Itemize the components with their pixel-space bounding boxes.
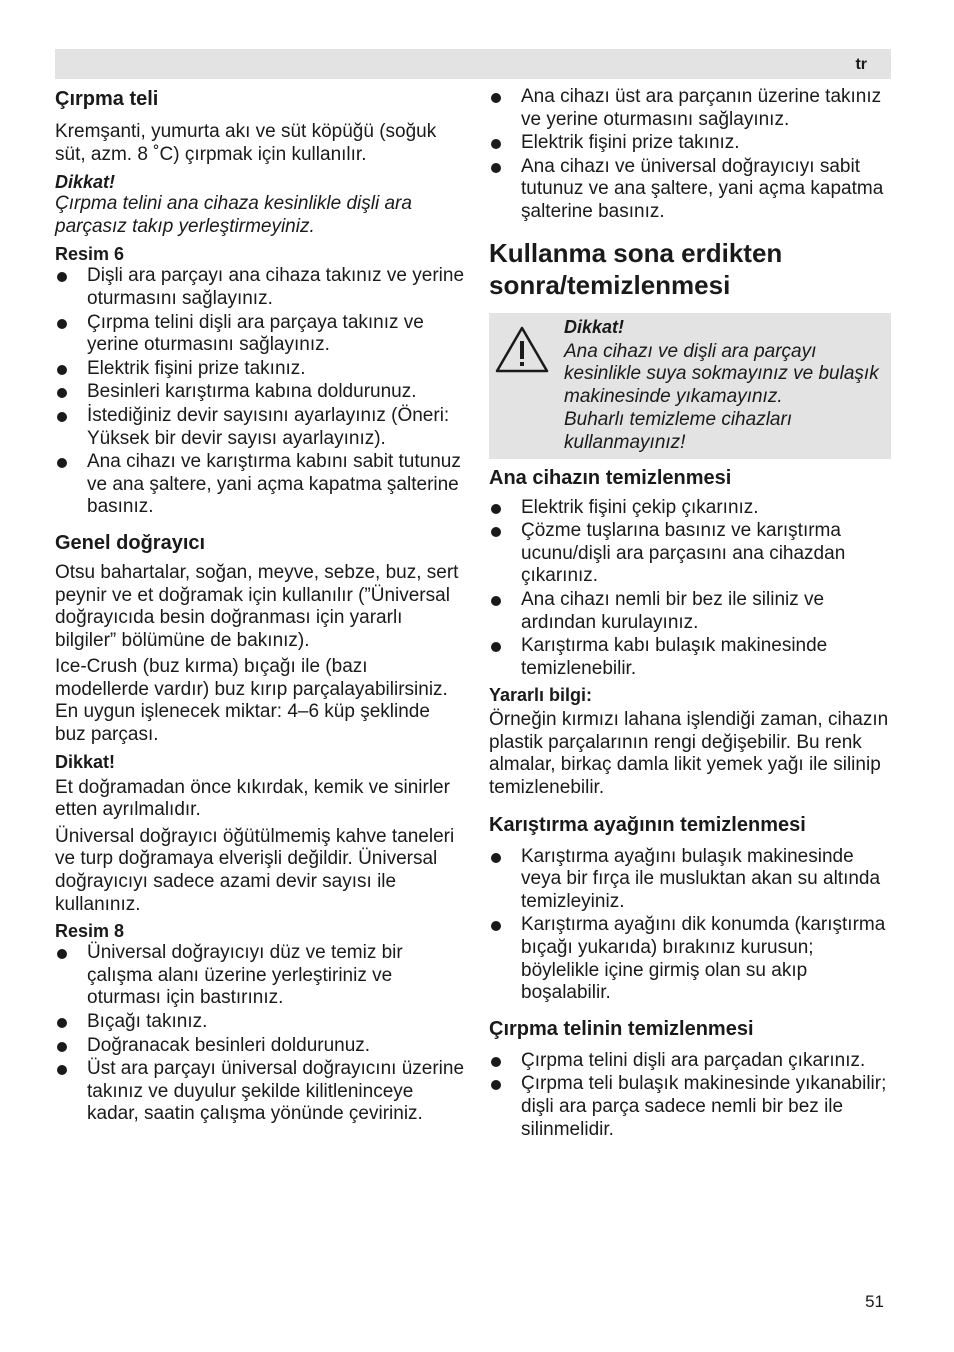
continued-steps — [489, 86, 891, 224]
list-item: Elektrik fişini prize takınız. — [55, 358, 465, 381]
list-item: Dişli ara parçayı ana cihaza takınız ve yerine oturmasını sağlayınız. — [55, 265, 465, 310]
section-title-whisk: Çırpma teli — [55, 88, 159, 110]
list-item: Besinleri karıştırma kabına doldurunuz. — [55, 381, 465, 404]
main-unit-cleaning-steps — [489, 497, 891, 681]
section-title-chopper: Genel doğrayıcı — [55, 531, 206, 554]
list-item: Doğranacak besinleri doldurunuz. — [55, 1035, 465, 1058]
list-item: Ana cihazı üst ara parçanın üzerine takınız ve yerine oturmasını sağlayınız. — [489, 86, 891, 131]
tip-text: Örneğin kırmızı lahana işlendiği zaman, cihazın plastik parçalarının rengi değişebilir. Bu renk almalar, birkaç damla likit yemek yağı ile silinip temizlenebilir. — [489, 709, 889, 799]
list-item: Üst ara parçayı üniversal doğrayıcını üzerine takınız ve duyulur şekilde kilitleninceye kadar, saatin çalışma yönünde çeviriniz. — [55, 1058, 465, 1126]
right-column — [489, 86, 891, 1142]
chopper-icecrush-text: Ice-Crush (buz kırma) bıçağı ile (bazı modellerde vardır) buz kırıp parçalayabilirsiniz. En uygun işlenecek miktar: 4–6 küp şeklinde buz parçası. — [55, 656, 448, 746]
language-code: tr — [855, 56, 867, 73]
tip-label: Yararlı bilgi: — [489, 685, 593, 706]
whisk-warning-label: Dikkat! — [55, 172, 116, 193]
list-item: Elektrik fişini prize takınız. — [489, 132, 891, 155]
list-item: Çırpma telini dişli ara parçaya takınız ve yerine oturmasını sağlayınız. — [55, 312, 465, 357]
list-item: Ana cihazı ve karıştırma kabını sabit tutunuz ve ana şaltere, yani açma kapatma şalterine basınız. — [55, 451, 465, 519]
list-item: Ana cihazı nemli bir bez ile siliniz ve ardından kurulayınız. — [489, 589, 891, 634]
list-item: Karıştırma ayağını dik konumda (karıştırma bıçağı yukarıda) bırakınız kurusun; böylelikle içine girmiş olan su akıp boşalabilir. — [489, 914, 891, 1004]
whisk-warning-text: Çırpma telini ana cihaza kesinlikle dişli ara parçasız takıp yerleştirmeyiniz. — [55, 193, 412, 237]
chopper-usage-text: Üniversal doğrayıcı öğütülmemiş kahve taneleri ve turp doğramaya elverişli değildir. Üniversal doğrayıcıyı sadece azami devir sayısı ile kullanınız. — [55, 825, 455, 915]
list-item: Karıştırma kabı bulaşık makinesinde temizlenebilir. — [489, 635, 891, 680]
warning-triangle-icon — [494, 325, 550, 375]
section-title-whisk-cleaning: Çırpma telinin temizlenmesi — [489, 1017, 754, 1040]
chopper-warning-label: Dikkat! — [55, 751, 116, 772]
whisk-cleaning-steps — [489, 1050, 891, 1141]
list-item: Çırpma telini dişli ara parçadan çıkarınız. — [489, 1050, 891, 1073]
list-item: İstediğiniz devir sayısını ayarlayınız (Öneri: Yüksek bir devir sayısı ayarlayınız). — [55, 405, 465, 450]
section-title-main-unit-cleaning: Ana cihazın temizlenmesi — [489, 466, 732, 489]
chopper-steps — [55, 942, 465, 1126]
list-item: Elektrik fişini çekip çıkarınız. — [489, 497, 891, 520]
section-title-after-use-cleaning: Kullanma sona erdikten sonra/temizlenmesi — [489, 237, 783, 300]
page-number: 51 — [865, 1292, 884, 1311]
header-bar — [55, 49, 891, 79]
list-item: Üniversal doğrayıcıyı düz ve temiz bir çalışma alanı üzerine yerleştiriniz ve oturması için bastırınız. — [55, 942, 465, 1010]
left-column — [55, 86, 465, 1127]
list-item: Çırpma teli bulaşık makinesinde yıkanabilir; dişli ara parça sadece nemli bir bez ile silinmelidir. — [489, 1073, 891, 1141]
list-item: Karıştırma ayağını bulaşık makinesinde veya bir fırça ile musluktan akan su altında temizleyiniz. — [489, 846, 891, 914]
list-item: Ana cihazı ve üniversal doğrayıcıyı sabit tutunuz ve ana şaltere, yani açma kapatma şalterine basınız. — [489, 156, 891, 224]
whisk-steps — [55, 265, 465, 519]
list-item: Bıçağı takınız. — [55, 1011, 465, 1034]
section-title-blender-foot-cleaning: Karıştırma ayağının temizlenmesi — [489, 813, 806, 836]
whisk-description: Kremşanti, yumurta akı ve süt köpüğü (soğuk süt, azm. 8 ˚C) çırpmak için kullanılır. — [55, 121, 437, 165]
chopper-figure-ref: Resim 8 — [55, 921, 125, 942]
warning-text-water: Ana cihazı ve dişli ara parçayı kesinlikle suya sokmayınız ve bulaşık makinesinde yıkamayınız. — [564, 340, 879, 407]
warning-label: Dikkat! — [564, 316, 625, 337]
chopper-warning-text: Et doğramadan önce kıkırdak, kemik ve sinirler etten ayrılmalıdır. — [55, 776, 450, 821]
list-item: Çözme tuşlarına basınız ve karıştırma ucunu/dişli ara parçasını ana cihazdan çıkarınız. — [489, 520, 891, 588]
warning-box — [489, 313, 891, 459]
warning-text-steam: Buharlı temizleme cihazları kullanmayınız! — [564, 409, 793, 453]
chopper-description: Otsu bahartalar, soğan, meyve, sebze, buz, sert peynir ve et doğramak için kullanılır (”Üniversal doğrayıcıda besin doğranması için yararlı bilgiler” bölümüne de bakınız). — [55, 561, 459, 651]
blender-foot-cleaning-steps — [489, 846, 891, 1005]
whisk-figure-ref: Resim 6 — [55, 244, 125, 265]
